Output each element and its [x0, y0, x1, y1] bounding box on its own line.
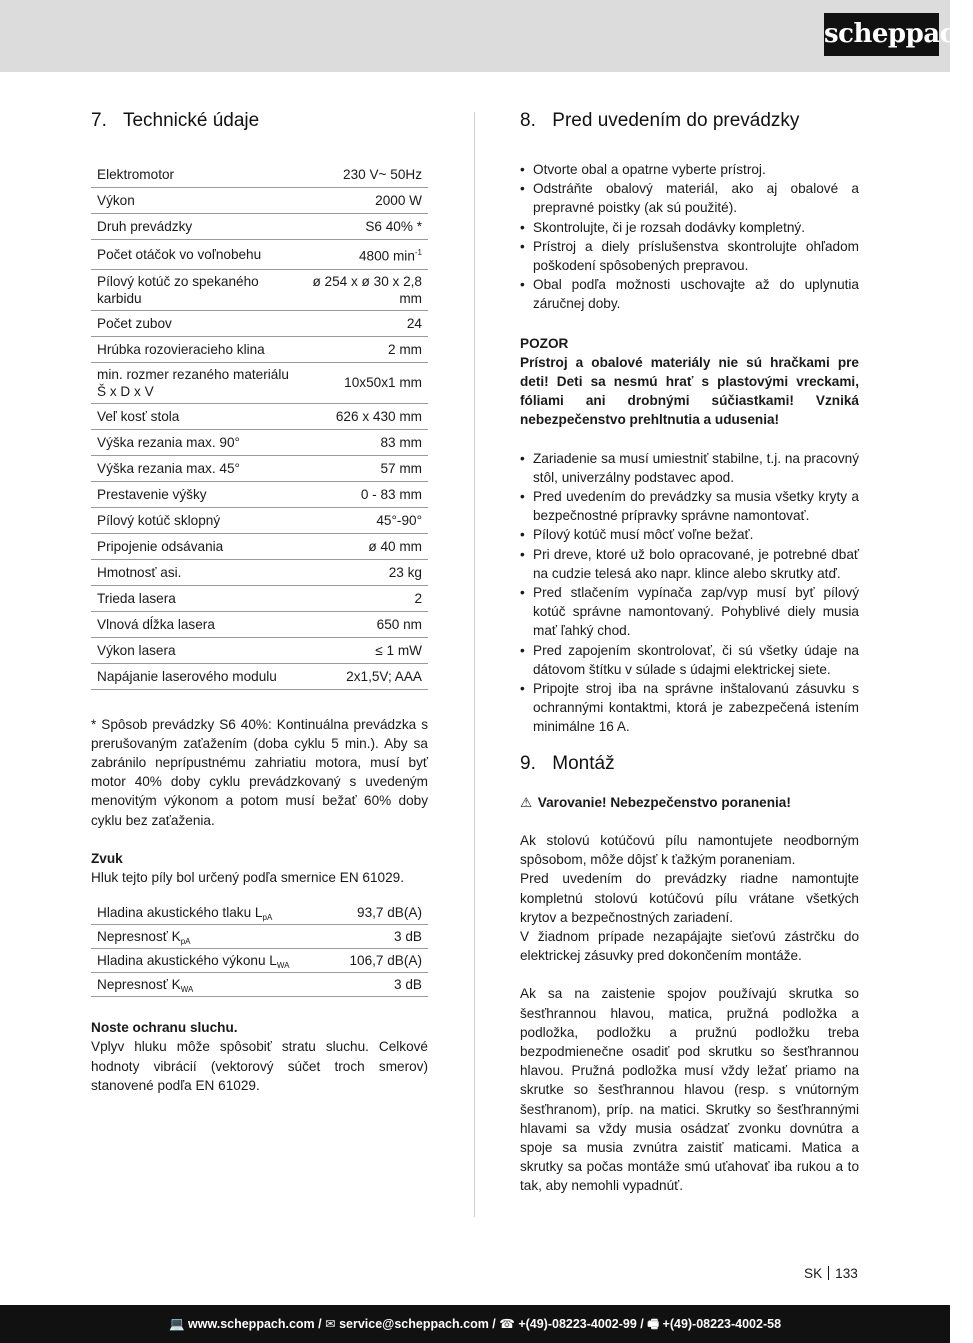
mail-icon: ✉	[325, 1317, 336, 1331]
spec-value	[298, 336, 428, 362]
spec-label: Hrúbka rozovieracieho klina	[91, 336, 298, 362]
assembly-paragraph-1: Ak stolovú kotúčovú pílu namontujete neodborným spôsobom, môže dôjsť k ťažkým poraneniam.	[520, 832, 859, 868]
spec-label: min. rozmer rezaného materiálu Š x D x V	[91, 362, 298, 403]
left-column	[91, 110, 428, 1095]
spec-value-text: S6 40% *	[365, 219, 422, 234]
list-item: • Prístroj a diely príslušenstva skontrolujte ohľadom poškodení spôsobených prepravou.	[520, 237, 859, 275]
list-item: • Skontrolujte, či je rozsah dodávky kompletný.	[520, 218, 859, 237]
sound-label-subscript: pA	[262, 913, 273, 923]
spec-value-text: 2000 W	[375, 193, 422, 208]
spec-value	[298, 362, 428, 403]
fax-icon: 🖷	[647, 1317, 660, 1331]
section-7-number: 7.	[91, 110, 107, 131]
sound-label-subscript: WA	[180, 985, 194, 995]
spec-value	[298, 533, 428, 559]
sound-table	[91, 901, 428, 997]
spec-label: Elektromotor	[91, 162, 298, 188]
list-item: • Pred stlačením vypínača zap/vyp musí byť pílový kotúč správne namontovaný. Pohyblivé diely musia mať ľahký chod.	[520, 583, 859, 641]
caution-title: POZOR	[520, 335, 569, 351]
sound-label-subscript: WA	[276, 961, 290, 971]
sound-text: Hluk tejto píly bol určený podľa smernice EN 61029.	[91, 869, 405, 885]
warning-triangle-icon: ⚠	[520, 794, 533, 810]
spec-value	[298, 240, 428, 270]
spec-value-text: 650 nm	[376, 616, 422, 632]
spec-value-text: 0 - 83 mm	[360, 486, 422, 502]
page-number-value: 133	[835, 1266, 858, 1281]
spec-row	[91, 637, 428, 663]
list-item: • Pripojte stroj iba na správne inštalovanú zásuvku s ochrannými kontaktmi, ktorá je zabezpečená istením minimálne 16 A.	[520, 679, 859, 737]
spec-value-text: 57 mm	[380, 460, 422, 476]
setup-list	[520, 449, 859, 737]
spec-value-text: 4800 min	[358, 248, 415, 264]
page-language: SK	[804, 1266, 823, 1281]
footer-phone: +(49)-08223-4002-99	[518, 1317, 637, 1331]
spec-value-text: ≤ 1 mW	[375, 642, 422, 658]
spec-label: Výška rezania max. 45°	[91, 455, 298, 481]
section-8-number: 8.	[520, 110, 536, 131]
spec-label: Prestavenie výšky	[91, 481, 298, 507]
spec-label: Vlnová dĺžka lasera	[91, 611, 298, 637]
list-item: • Pílový kotúč musí môcť voľne bežať.	[520, 525, 859, 544]
spec-value	[298, 269, 428, 310]
scheppach-logo: scheppach	[824, 13, 939, 56]
spec-label: Trieda lasera	[91, 585, 298, 611]
spec-value	[298, 611, 428, 637]
list-item: • Pred zapojením skontrolovať, či sú všetky údaje na dátovom štítku v súlade s údajmi elektrickej siete.	[520, 641, 859, 679]
section-9-number: 9.	[520, 752, 536, 774]
sound-row	[91, 949, 428, 973]
spec-value-superscript: -1	[414, 248, 422, 257]
spec-label: Druh prevádzky	[91, 214, 298, 240]
operating-mode-footnote: * Spôsob prevádzky S6 40%: Kontinuálna prevádzka s prerušovaným zaťažením (doba cyklu 5 min.). Aby sa zabránilo neprípustnému zahriatiu motora, musí byť motor 40% doby cyklu prevádzkovaný s uvedeným menovitým výkonom a potom musí bežať 60% doby cyklu bez zaťaženia.	[91, 716, 428, 828]
spec-value-text: 24	[406, 315, 422, 331]
sound-value: 93,7 dB(A)	[329, 901, 428, 925]
spec-value-text: ø 40 mm	[368, 538, 422, 554]
assembly-paragraph-4: Ak sa na zaistenie spojov používajú skrutka so šesťhrannou hlavou, matica, pružná podložka a podložka, podložku a pružnú podložku treba bezpodmienečne osadiť pod skrutku so šesťhrannou hlavou. Pružná podložka musí vždy ležať priamo na skrutke so šesťhrannou hlavou (resp. s vnútorným šesťhranom), príp. na matici. Skrutky so šesťhrannými hlavami sa vždy musia osádzať zvonku dovnútra a spoje sa musia zvnútra zaistiť maticami. Matica a skrutky sa počas montáže smú uťahovať iba rukou a to tak, aby nemohli vypadnúť.	[520, 986, 859, 1194]
spec-value	[298, 455, 428, 481]
sound-value: 3 dB	[329, 925, 428, 949]
spec-value-text: 45°-90°	[376, 512, 422, 528]
spec-value	[298, 162, 428, 188]
phone-icon: ☎	[499, 1317, 515, 1331]
section-7-heading	[91, 110, 428, 132]
sound-value: 3 dB	[329, 973, 428, 997]
assembly-paragraph-3: V žiadnom prípade nezapájajte sieťovú zástrčku do elektrickej zásuvky pred dokončením montáže.	[520, 928, 859, 964]
sound-label-subscript: pA	[180, 937, 191, 947]
sound-row	[91, 973, 428, 997]
spec-value-text: 2 mm	[388, 341, 422, 357]
spec-row	[91, 362, 428, 403]
spec-label: Pripojenie odsávania	[91, 533, 298, 559]
spec-value	[298, 214, 428, 240]
list-item: • Obal podľa možnosti uschovajte až do uplynutia záručnej doby.	[520, 275, 859, 313]
sound-label	[91, 901, 329, 925]
spec-value-text: 2x1,5V; AAA	[346, 668, 422, 684]
sound-label-text: Nepresnosť K	[97, 929, 181, 945]
spec-value	[298, 188, 428, 214]
spec-value	[298, 585, 428, 611]
spec-row	[91, 585, 428, 611]
spec-row	[91, 663, 428, 689]
spec-row	[91, 214, 428, 240]
spec-value-text: 230 V~ 50Hz	[343, 167, 422, 182]
spec-row	[91, 188, 428, 214]
spec-value	[298, 429, 428, 455]
sound-label	[91, 973, 329, 997]
right-column	[520, 110, 859, 1196]
spec-label: Výkon lasera	[91, 637, 298, 663]
page-number	[804, 1266, 858, 1281]
footer-email[interactable]: service@scheppach.com	[339, 1317, 489, 1331]
spec-label: Napájanie laserového modulu	[91, 663, 298, 689]
spec-value	[298, 637, 428, 663]
spec-value-text: 626 x 430 mm	[335, 408, 422, 424]
spec-value	[298, 403, 428, 429]
spec-label: Veľ kosť stola	[91, 403, 298, 429]
spec-value	[298, 663, 428, 689]
unpacking-list	[520, 160, 859, 314]
spec-label: Počet zubov	[91, 310, 298, 336]
column-divider	[474, 112, 475, 1217]
spec-label: Výška rezania max. 90°	[91, 429, 298, 455]
list-item: • Zariadenie sa musí umiestniť stabilne, t.j. na pracovný stôl, univerzálny podstavec apod.	[520, 449, 859, 487]
spec-value-text: ø 254 x ø 30 x 2,8 mm	[312, 273, 422, 306]
spec-row	[91, 310, 428, 336]
spec-label: Počet otáčok vo voľnobehu	[91, 240, 298, 270]
top-bar	[0, 0, 973, 72]
sound-row	[91, 925, 428, 949]
section-7-title: Technické údaje	[122, 110, 260, 131]
spec-row	[91, 269, 428, 310]
section-8-heading	[520, 110, 859, 132]
spec-label: Hmotnosť asi.	[91, 559, 298, 585]
hearing-protection-text: Vplyv hluku môže spôsobiť stratu sluchu. Celkové hodnoty vibrácií (vektorový súčet troch smerov) stanovené podľa EN 61029.	[91, 1039, 428, 1093]
sound-heading: Zvuk	[91, 850, 123, 866]
assembly-paragraph-2: Pred uvedením do prevádzky riadne namontujte kompletnú stolovú kotúčovú pílu vrátane všetkých krytov a bezpečnostných zariadení.	[520, 871, 859, 925]
sound-label-text: Nepresnosť K	[97, 977, 181, 993]
spec-value	[298, 481, 428, 507]
spec-row	[91, 455, 428, 481]
spec-row	[91, 481, 428, 507]
spec-row	[91, 240, 428, 270]
spec-value-text: 23 kg	[388, 564, 422, 580]
sound-label-text: Hladina akustického výkonu L	[97, 953, 277, 969]
list-item: • Pred uvedením do prevádzky sa musia všetky kryty a bezpečnostné prípravky správne namontovať.	[520, 487, 859, 525]
hearing-protection-heading: Noste ochranu sluchu.	[91, 1020, 238, 1036]
section-9-title: Montáž	[552, 752, 615, 774]
sound-label-text: Hladina akustického tlaku L	[97, 905, 263, 921]
footer-fax: +(49)-08223-4002-58	[662, 1317, 782, 1331]
sound-label	[91, 925, 329, 949]
spec-row	[91, 533, 428, 559]
section-8-title: Pred uvedením do prevádzky	[552, 110, 800, 131]
page-number-separator	[828, 1266, 829, 1280]
computer-icon: 💻	[168, 1317, 185, 1331]
spec-row	[91, 162, 428, 188]
spec-row	[91, 429, 428, 455]
footer-bar: 💻 www.scheppach.com / ✉ service@scheppach.com / ☎ +(49)-08223-4002-99 / 🖷 +(49)-08223-4002-58	[0, 1305, 950, 1343]
spec-row	[91, 336, 428, 362]
spec-value	[298, 507, 428, 533]
caution-text: Prístroj a obalové materiály nie sú hračkami pre deti! Deti sa nesmú hrať s plastovými vreckami, fóliami ani drobnými súčiastkami! Vzniká nebezpečenstvo prehltnutia a udusenia!	[520, 354, 859, 428]
warning-text: Varovanie! Nebezpečenstvo poranenia!	[537, 794, 791, 810]
sound-value: 106,7 dB(A)	[329, 949, 428, 973]
list-item: • Odstráňte obalový materiál, ako aj obalové a prepravné poistky (ak sú použité).	[520, 179, 859, 217]
sound-label	[91, 949, 329, 973]
spec-row	[91, 611, 428, 637]
warning-line	[520, 793, 859, 812]
spec-value	[298, 310, 428, 336]
spec-row	[91, 403, 428, 429]
technical-data-table	[91, 162, 428, 690]
spec-value-text: 83 mm	[380, 434, 422, 450]
sound-row	[91, 901, 428, 925]
footer-website[interactable]: www.scheppach.com	[188, 1317, 315, 1331]
spec-label: Pílový kotúč sklopný	[91, 507, 298, 533]
spec-label: Výkon	[91, 188, 298, 214]
spec-row	[91, 559, 428, 585]
list-item: • Pri dreve, ktoré už bolo opracované, je potrebné dbať na cudzie telesá ako napr. klince alebo skrutky atď.	[520, 545, 859, 583]
spec-value-text: 2	[414, 590, 422, 606]
spec-value	[298, 559, 428, 585]
section-9-heading	[520, 753, 859, 775]
spec-value-text: 10x50x1 mm	[344, 375, 422, 391]
spec-label: Pílový kotúč zo spekaného karbidu	[91, 269, 298, 310]
spec-row	[91, 507, 428, 533]
list-item: • Otvorte obal a opatrne vyberte prístroj.	[520, 160, 859, 179]
